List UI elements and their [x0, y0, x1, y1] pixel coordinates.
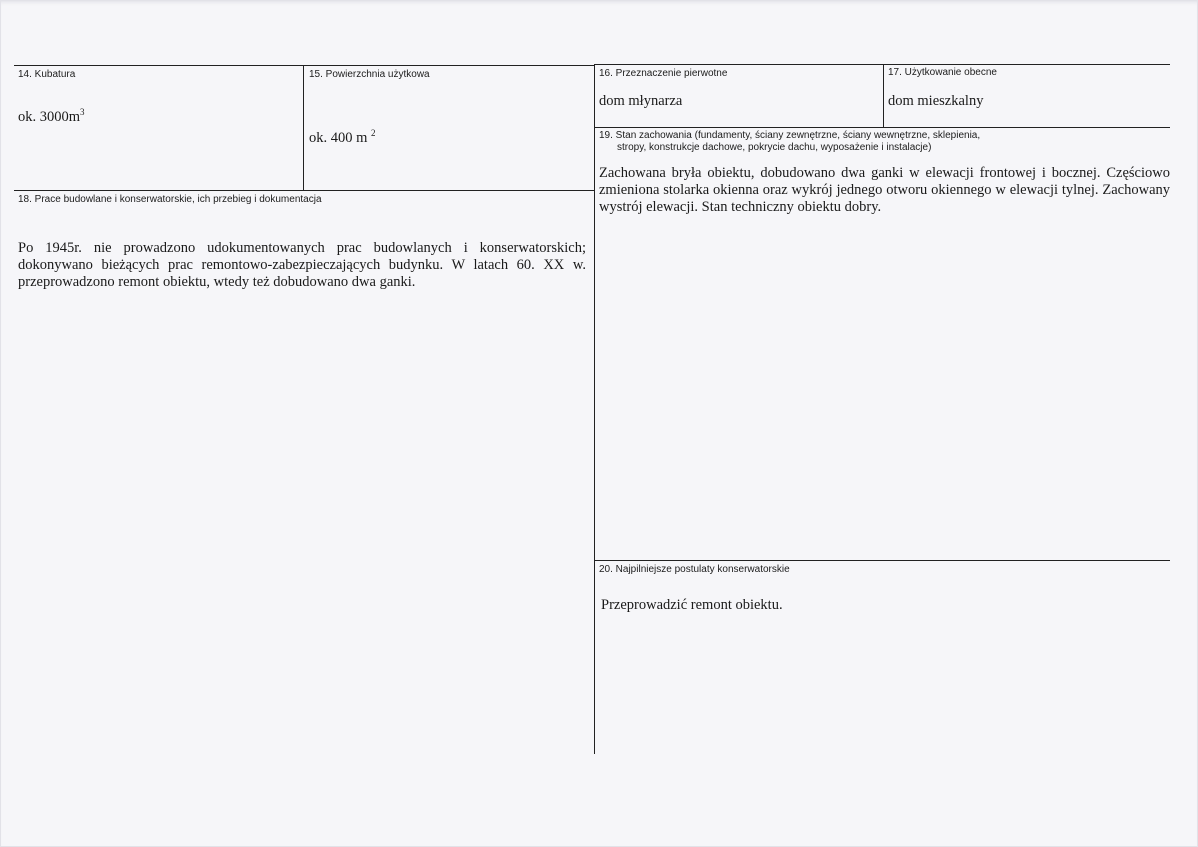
top-rule-left: [14, 65, 594, 66]
rule-above-20: [594, 560, 1170, 561]
kubatura-value: [18, 109, 85, 126]
kubatura-value-sup: 3: [80, 107, 85, 118]
center-divider: [594, 64, 595, 754]
powierzchnia-label: 15. Powierzchnia użytkowa: [309, 69, 430, 80]
stan-zachowania-value: Zachowana bryła obiektu, dobudowano dwa ganki w elewacji frontowej i bocznej. Częściowo zmieniona stolarka okienna oraz wykrój jednego otworu okiennego w elewacji tylnej. Zachowany wystrój elewacji. Stan techniczny obiektu dobry.: [599, 165, 1170, 215]
stan-zachowania-label: [599, 130, 980, 154]
divider-14-15: [303, 65, 304, 190]
top-rule-right: [594, 64, 1170, 65]
stan-zachowania-label-line1: 19. Stan zachowania (fundamenty, ściany zewnętrzne, ściany wewnętrzne, sklepienia,: [599, 130, 981, 141]
powierzchnia-value-text: ok. 400 m: [309, 130, 368, 146]
powierzchnia-value-sup: 2: [371, 128, 376, 139]
kubatura-value-text: ok. 3000m: [18, 109, 81, 125]
rule-above-18: [14, 190, 594, 191]
uzytkowanie-label: 17. Użytkowanie obecne: [888, 67, 997, 78]
przeznaczenie-value: dom młynarza: [599, 93, 683, 109]
postulaty-value: Przeprowadzić remont obiektu.: [601, 597, 783, 613]
kubatura-label: 14. Kubatura: [18, 69, 76, 80]
powierzchnia-value: [309, 130, 376, 147]
stan-zachowania-label-line2: stropy, konstrukcje dachowe, pokrycie dachu, wyposażenie i instalacje): [617, 142, 932, 153]
prace-budowlane-value: Po 1945r. nie prowadzono udokumentowanych prac budowlanych i konserwatorskich; dokonywano bieżących prac remontowo-zabezpieczających budynku. W latach 60. XX w. przeprowadzono remont obiektu, wtedy też dobudowano dwa ganki.: [18, 240, 586, 290]
rule-above-19: [594, 127, 1170, 128]
uzytkowanie-value: dom mieszkalny: [888, 93, 984, 109]
przeznaczenie-label: 16. Przeznaczenie pierwotne: [599, 68, 728, 79]
prace-budowlane-label: 18. Prace budowlane i konserwatorskie, ich przebieg i dokumentacja: [18, 194, 322, 205]
postulaty-label: 20. Najpilniejsze postulaty konserwatorskie: [599, 564, 790, 575]
divider-16-17: [883, 64, 884, 127]
